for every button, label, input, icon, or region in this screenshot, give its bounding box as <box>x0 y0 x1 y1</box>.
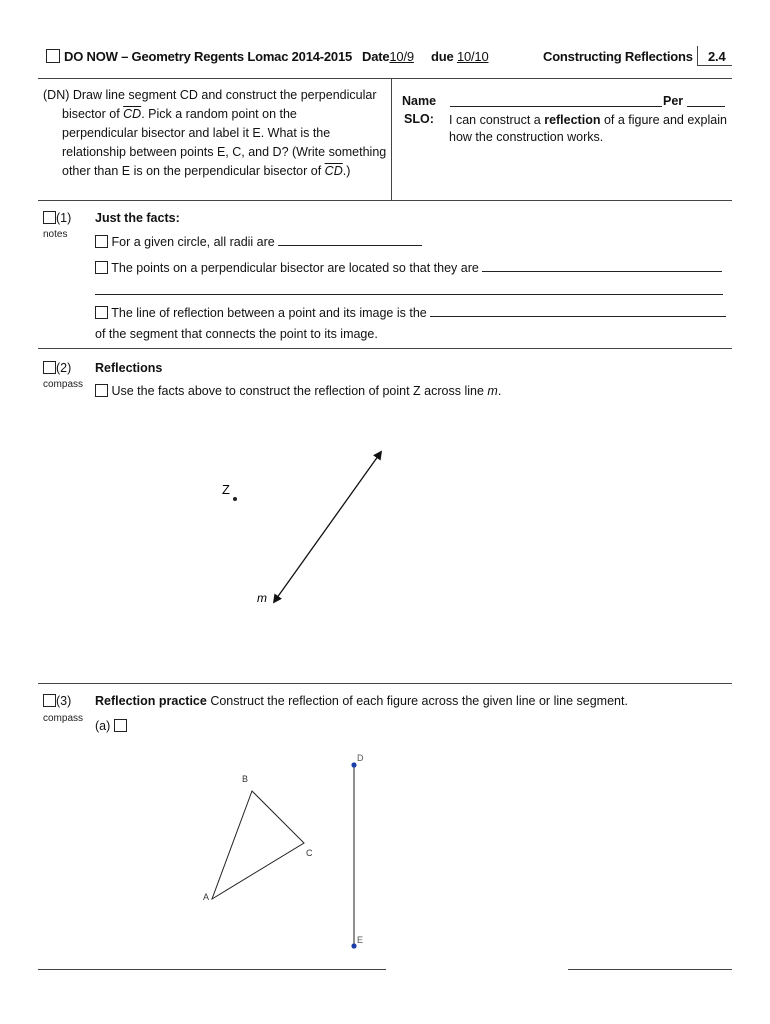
q3-number: (3) <box>43 694 71 708</box>
fact1: For a given circle, all radii are <box>95 234 422 249</box>
do-now-prompt: (DN) Draw line segment CD and construct the perpendicular bisector of $\overline{CD}$. Pick a random point on the perpendicular bisector and label it E. What is the relationship between points E, C, and D? (Write something other than E is on the perpendicular bisector of $\overline{CD}$.) <box>43 88 387 178</box>
fact3-continuation: of the segment that connects the point to its image. <box>95 327 378 341</box>
fact3: The line of reflection between a point and its image is the <box>95 305 726 320</box>
section-title: Constructing Reflections <box>543 49 693 64</box>
q1-tag: notes <box>43 229 68 240</box>
q2-number: (2) <box>43 361 71 375</box>
vertex-b-label: B <box>242 774 249 784</box>
fact2: The points on a perpendicular bisector are located so that they are <box>95 260 722 275</box>
line-m <box>274 452 381 602</box>
worksheet-title: DO NOW – Geometry Regents Lomac 2014-2015 <box>64 49 353 64</box>
q3-part-a: (a) <box>95 719 127 733</box>
point-z <box>233 497 237 501</box>
per-label: Per <box>663 94 684 108</box>
date-value: 10/9 <box>389 49 414 64</box>
name-label: Name <box>402 94 437 108</box>
q2-tag: compass <box>43 379 84 390</box>
q2-instruction: Use the facts above to construct the reflection of point Z across line m. <box>95 384 501 398</box>
due-field: due 10/10 <box>431 49 489 64</box>
q1-title: Just the facts: <box>95 211 180 225</box>
point-e-label: E <box>357 935 364 945</box>
q3-checkbox[interactable] <box>43 694 56 707</box>
due-value: 10/10 <box>456 49 489 64</box>
vertex-c-label: C <box>306 848 313 858</box>
slo-text: I can construct a reflection of a figure and explain how the construction works. <box>449 113 727 144</box>
date-field: Date10/9 <box>362 49 414 64</box>
point-z-label: Z <box>222 482 230 497</box>
point-d-label: D <box>357 753 364 763</box>
q3-title: Reflection practice <box>95 694 207 708</box>
q1-number: (1) <box>43 211 71 225</box>
q3-tag: compass <box>43 713 84 724</box>
point-d <box>351 762 356 767</box>
slo-label: SLO: <box>404 112 434 126</box>
q3-instruction: Construct the reflection of each figure across the given line or line segment. <box>210 694 628 708</box>
triangle-abc <box>212 791 304 899</box>
q3-heading <box>95 694 628 708</box>
section-number: 2.4 <box>708 49 726 64</box>
q2-title: Reflections <box>95 361 163 375</box>
q3-part-a-checkbox[interactable] <box>114 719 127 732</box>
segment-cd-notation: $\overline{CD}$ <box>123 107 142 121</box>
line-m-label: m <box>257 591 267 605</box>
point-e <box>351 943 356 948</box>
vertex-a-label: A <box>203 892 210 902</box>
